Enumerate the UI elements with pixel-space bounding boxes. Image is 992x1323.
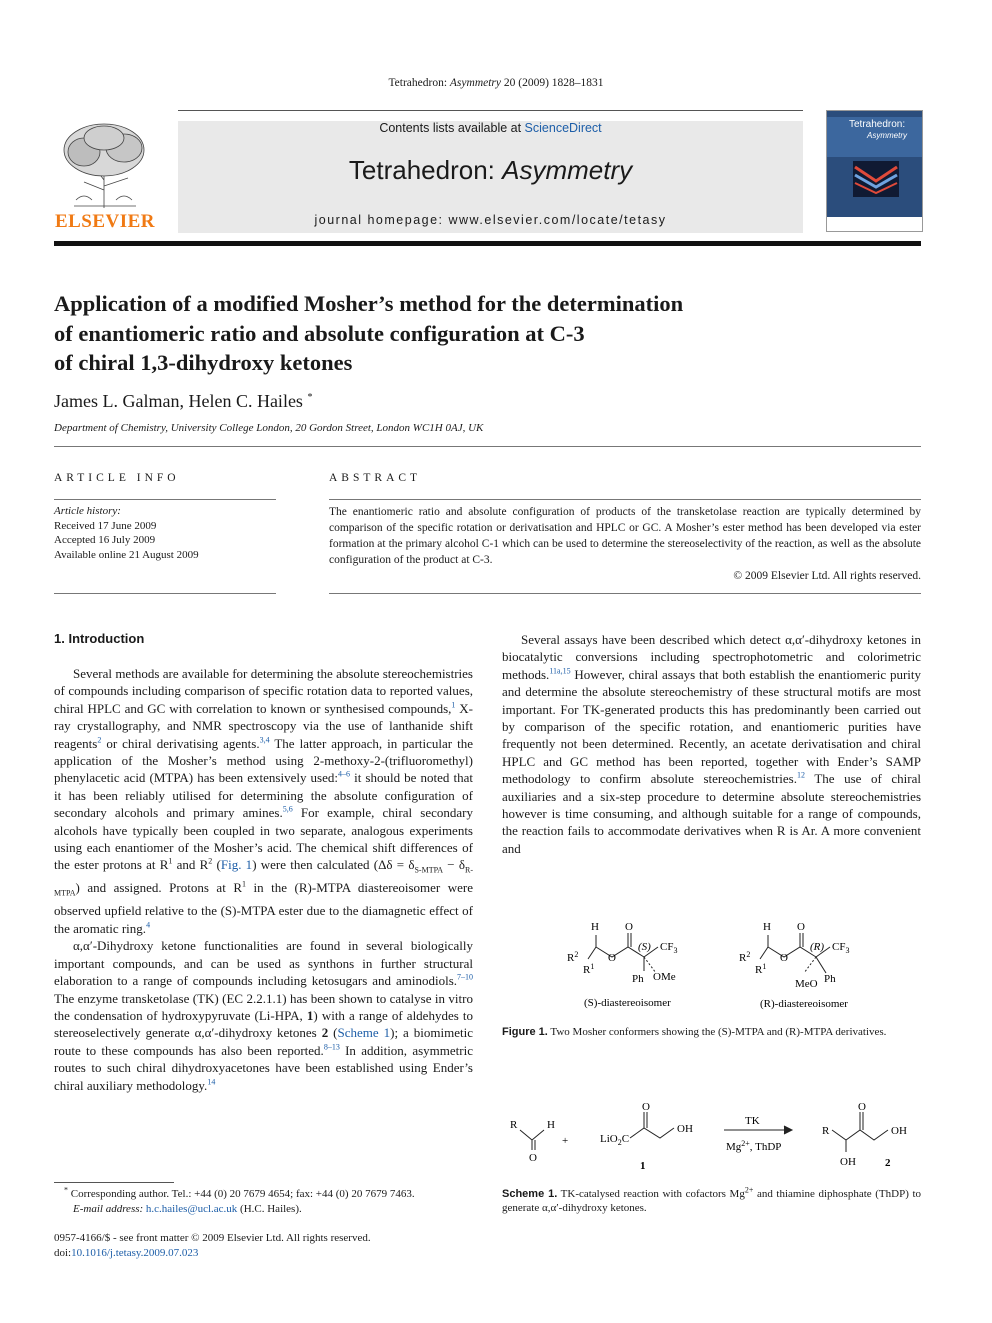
abstract-text: The enantiomeric ratio and absolute configuration of products of the transketolase reaction are typically determined by comparison of the specific rotation or derivatisation and HPLC or GC. A Mosher’s ester method has been developed via ester formation at the primary alcohol C-1 which can be used to determine the stereoselectivity of the reaction, as well as the absolute configuration of the product at C-3.	[329, 506, 921, 566]
p1-text-e: it should be noted that it has been reliably utilised for determining the absolute configuration of secondary alcohols and primary amines.	[54, 770, 474, 821]
sup-r1: 1	[168, 857, 173, 867]
ref-8-13[interactable]: 8–13	[323, 1042, 340, 1052]
fig1-left-caption: (S)-diastereoisomer	[584, 997, 671, 1009]
title-line-1: Application of a modified Mosher’s method for the determination	[54, 291, 684, 316]
ref-1[interactable]: 1	[451, 700, 456, 710]
scheme-hpa-oh: OH	[677, 1123, 693, 1135]
fig1-left-cf3: $CF_3$	[660, 941, 678, 955]
received-date: Received 17 June 2009	[54, 519, 157, 532]
contents-line	[178, 121, 803, 135]
fig1-right-meo: MeO	[795, 978, 818, 990]
abstract-bottom-rule	[329, 593, 921, 594]
footnote-mark: *	[64, 1185, 68, 1195]
compound-1-ref: 1	[306, 1007, 314, 1023]
ref-4-6[interactable]: 4–6	[338, 770, 350, 780]
issn-block	[54, 1231, 371, 1260]
scheme-compound-1: 1	[640, 1160, 646, 1172]
fig1-right-ph: Ph	[824, 973, 836, 985]
scheme-caption-sup: 2+	[744, 1185, 754, 1195]
history-label: Article history:	[54, 505, 121, 517]
article-history	[54, 504, 276, 562]
authors: James L. Galman, Helen C. Hailes	[54, 391, 303, 411]
scheme-caption-a: TK-catalysed reaction with cofactors Mg	[557, 1188, 745, 1200]
ref-7-10[interactable]: 7–10	[457, 972, 473, 982]
abstract-rule	[329, 499, 921, 500]
p2-text-a: α,α′-Dihydroxy ketone functionalities are found in several biologically important compounds, and can be used as synthons in further structural elaboration to a range of compounds including ketosugars and aminodiols.	[54, 938, 473, 989]
fig1-right-h: H	[763, 921, 771, 933]
p1-text-a: Several methods are available for determining the absolute stereochemistries of compounds including comparison of specific rotation data to reported values, chiral HPLC and GC with correlation to known or synthesised compounds,	[54, 666, 473, 716]
doi-line	[54, 1246, 371, 1261]
scheme-product-o: O	[858, 1101, 866, 1113]
fig1-right-caption: (R)-diastereoisomer	[760, 998, 848, 1010]
title-line-3: of chiral 1,3-dihydroxy ketones	[54, 350, 353, 375]
ref-4b[interactable]: 4	[146, 920, 151, 930]
scheme-arrow-cofactors: $Mg^{2+}$, ThDP	[726, 1139, 782, 1153]
fig1-left-ph: Ph	[632, 973, 644, 985]
sup-r1-b: 1	[242, 880, 246, 890]
citation-rest: 20 (2009) 1828–1831	[501, 77, 604, 89]
p1-text-f: For example, chiral secondary alcohols have typically been coupled in two separate, analogous experiments using each enantiomer of the Mosher’s acid. The chemical shift differences of the ester protons at R	[54, 805, 473, 873]
scheme-arrow-tk: TK	[745, 1115, 760, 1127]
fig1-right-r-label: (R)	[810, 941, 825, 953]
abstract-body	[329, 504, 921, 584]
intro-paragraph-1	[54, 665, 473, 937]
sciencedirect-link[interactable]: ScienceDirect	[524, 121, 602, 135]
fig1-left-carbonyl-o: O	[625, 921, 633, 933]
footnote-line-1	[54, 1187, 473, 1202]
abstract-heading: ABSTRACT	[329, 472, 422, 484]
intro-paragraph-2	[54, 937, 473, 1094]
fig1-right-cf3: $CF_3$	[832, 941, 850, 955]
footnote-rule	[54, 1182, 174, 1183]
article-info-heading: ARTICLE INFO	[54, 472, 180, 484]
compound-2-ref: 2	[321, 1025, 329, 1041]
scheme-product-oh-bottom: OH	[840, 1156, 856, 1168]
fig1-right-ester-o: O	[780, 952, 788, 964]
ref-5-6[interactable]: 5,6	[282, 804, 293, 814]
p2-text-e: ); a biomimetic route to these compounds has also been reported.	[54, 1025, 473, 1058]
sub-r-mtpa: R-MTPA	[54, 866, 473, 899]
footnote-corresponding: Corresponding author. Tel.: +44 (0) 20 7679 4654; fax: +44 (0) 20 7679 7463.	[68, 1188, 415, 1200]
citation-journal: Tetrahedron:	[388, 77, 450, 89]
col2-text-c: The use of chiral auxiliaries and a six-step procedure to determine absolute stereochemistries however is time consuming, and although suitable for a range of compounds, the reaction fails to accommodate derivatives when R is Ar. A more convenient and	[502, 771, 922, 856]
elsevier-tree-icon	[54, 120, 156, 212]
column-left	[54, 665, 473, 1094]
scheme-1-caption	[502, 1187, 921, 1215]
figure-1-structures	[560, 915, 890, 1015]
fig1-left-s-label: (S)	[638, 941, 651, 953]
cover-bottom-band	[827, 217, 922, 231]
figure-1-caption	[502, 1025, 921, 1039]
fig1-left-ester-o: O	[608, 952, 616, 964]
scheme-1-label: Scheme 1.	[502, 1188, 558, 1200]
cover-title-line1: Tetrahedron:	[849, 119, 906, 130]
fig1-left-r1: $R^1$	[583, 962, 595, 976]
elsevier-wordmark: ELSEVIER	[54, 211, 156, 232]
journal-cover-image	[826, 110, 923, 232]
contents-prefix: Contents lists available at	[379, 121, 525, 135]
ref-12[interactable]: 12	[796, 770, 805, 780]
abstract-copyright: © 2009 Elsevier Ltd. All rights reserved.	[733, 570, 921, 582]
ref-14[interactable]: 14	[207, 1077, 216, 1087]
p1-text-k: ) and assigned. Protons at R	[75, 880, 242, 896]
figure-1-label: Figure 1.	[502, 1026, 548, 1038]
cover-graphic-icon	[853, 161, 899, 197]
title-line-2: of enantiomeric ratio and absolute configuration at C-3	[54, 320, 585, 346]
fig1-left-h: H	[591, 921, 599, 933]
scheme-lio2c: LiO$_2$C	[600, 1133, 630, 1147]
accepted-date: Accepted 16 July 2009	[54, 534, 156, 546]
issn-line: 0957-4166/$ - see front matter © 2009 Elsevier Ltd. All rights reserved.	[54, 1232, 371, 1244]
online-date: Available online 21 August 2009	[54, 548, 199, 561]
journal-name-plain: Tetrahedron:	[348, 155, 503, 185]
p2-text-f: In addition, asymmetric routes to such chiral dihydroxyacetones have been established using Ender’s chiral auxiliary methodology.	[54, 1042, 473, 1093]
journal-name	[178, 155, 803, 186]
scheme-plus: +	[562, 1135, 569, 1147]
p1-text-h: (	[212, 857, 221, 873]
p1-text-j: − δ	[443, 857, 465, 873]
col2-text-a: Several assays have been described which detect α,α′-dihydroxy ketones in biocatalytic conversions including spectrophotometric and colorimetric methods.	[502, 632, 921, 682]
p1-text-i: ) were then calculated (Δδ = δ	[252, 857, 415, 873]
email-link[interactable]: h.c.hailes@ucl.ac.uk	[145, 1202, 238, 1215]
journal-name-italic: Asymmetry	[502, 155, 633, 185]
tk-reaction-scheme	[502, 1098, 921, 1178]
p2-text-c: ) with a range of aldehydes to stereoselectively generate α,α′-dihydroxy ketones	[54, 1007, 473, 1041]
citation-journal-italic: Asymmetry	[449, 77, 501, 89]
fig1-link[interactable]: Fig. 1	[220, 857, 253, 873]
p2-text-b: The enzyme transketolase (TK) (EC 2.2.1.1) has been shown to catalyse in vitro the condensation of hydroxypyruvate (Li-HPA,	[54, 990, 473, 1023]
email-tail: (H.C. Hailes).	[237, 1202, 302, 1215]
p1-text-d: The latter approach, in particular the application of the Mosher’s method using 2-methoxy-2-(trifluoromethyl) phenylacetic acid (MTPA) has been extensively used:	[54, 735, 473, 786]
header-thick-rule	[54, 241, 921, 246]
mosher-conformers-diagram	[560, 915, 890, 1015]
fig1-right-r2: $R^2$	[739, 950, 751, 964]
scheme-1-diagram	[502, 1098, 921, 1178]
p1-text-g: and R	[172, 857, 209, 873]
fig1-right-carbonyl-o: O	[797, 921, 805, 933]
scheme-aldehyde-o: O	[529, 1152, 537, 1164]
scheme-hpa-o: O	[642, 1101, 650, 1113]
cover-title-line2: Asymmetry	[867, 131, 907, 140]
affiliation: Department of Chemistry, University College London, 20 Gordon Street, London WC1H 0AJ, UK	[54, 422, 484, 434]
article-title	[54, 289, 834, 378]
article-info-rule	[54, 499, 276, 500]
corresponding-author-mark[interactable]: *	[307, 392, 313, 403]
doi-link[interactable]: 10.1016/j.tetasy.2009.07.023	[71, 1246, 199, 1259]
ref-3-4[interactable]: 3,4	[259, 735, 270, 745]
journal-homepage[interactable]: journal homepage: www.elsevier.com/locate/tetasy	[314, 213, 667, 227]
scheme-aldehyde-h: H	[547, 1119, 555, 1131]
ref-2[interactable]: 2	[97, 735, 102, 745]
scheme-product-oh-right: OH	[891, 1125, 907, 1137]
scheme-product-r: R	[822, 1125, 830, 1137]
scheme1-link[interactable]: Scheme 1	[337, 1025, 391, 1041]
footnote-line-2	[54, 1202, 473, 1217]
fig1-right-r1: $R^1$	[755, 962, 767, 976]
cover-graphic	[853, 161, 899, 197]
fig1-left-ome: OMe	[653, 971, 676, 983]
scheme-caption-b: and thiamine diphosphate (ThDP) to generate α,α′-dihydroxy ketones.	[502, 1188, 921, 1214]
p2-text-d: (	[328, 1025, 338, 1041]
figure-1-caption-text: Two Mosher conformers showing the (S)-MTPA and (R)-MTPA derivatives.	[547, 1026, 887, 1038]
article-info-bottom-rule	[54, 593, 276, 594]
p1-text-c: or chiral derivatising agents.	[101, 735, 260, 751]
sup-r2: 2	[208, 857, 213, 867]
journal-citation	[0, 77, 992, 89]
scheme-aldehyde-r: R	[510, 1119, 518, 1131]
p1-text-l: in the (R)-MTPA diastereoisomer were observed upfield relative to the (S)-MTPA ester due to the diamagnetic effect of the aromatic ring.	[54, 880, 474, 936]
column-right	[502, 631, 921, 857]
sub-s-mtpa: S-MTPA	[414, 866, 444, 876]
affiliation-rule	[54, 446, 921, 447]
fig1-left-r2: $R^2$	[567, 950, 579, 964]
email-label: E-mail address:	[73, 1202, 146, 1215]
ref-11a-15[interactable]: 11a,15	[549, 666, 571, 676]
doi-label: doi:	[54, 1246, 72, 1259]
p1-text-b: X-ray crystallography, and NMR spectroscopy via the use of lanthanide shift reagents	[54, 700, 474, 751]
col2-text-b: However, chiral assays that both establish the enantiomeric purity and determine the absolute stereochemistry of these structural motifs are most important. For TK-generated products this has predominantly been carried out by comparison of the specific rotation, and enantiomeric purities have frequently not been determined. Recently, an acetate derivatisation and chiral HPLC and GC method has been reported, together with Ender’s SAMP methodology to confirm absolute stereochemistries.	[502, 666, 921, 787]
col2-paragraph	[502, 631, 921, 857]
scheme-compound-2: 2	[885, 1157, 891, 1169]
section-heading-introduction: 1. Introduction	[54, 631, 145, 646]
corresponding-footnote	[54, 1187, 473, 1216]
header-rule	[178, 110, 803, 111]
author-list	[54, 391, 312, 412]
